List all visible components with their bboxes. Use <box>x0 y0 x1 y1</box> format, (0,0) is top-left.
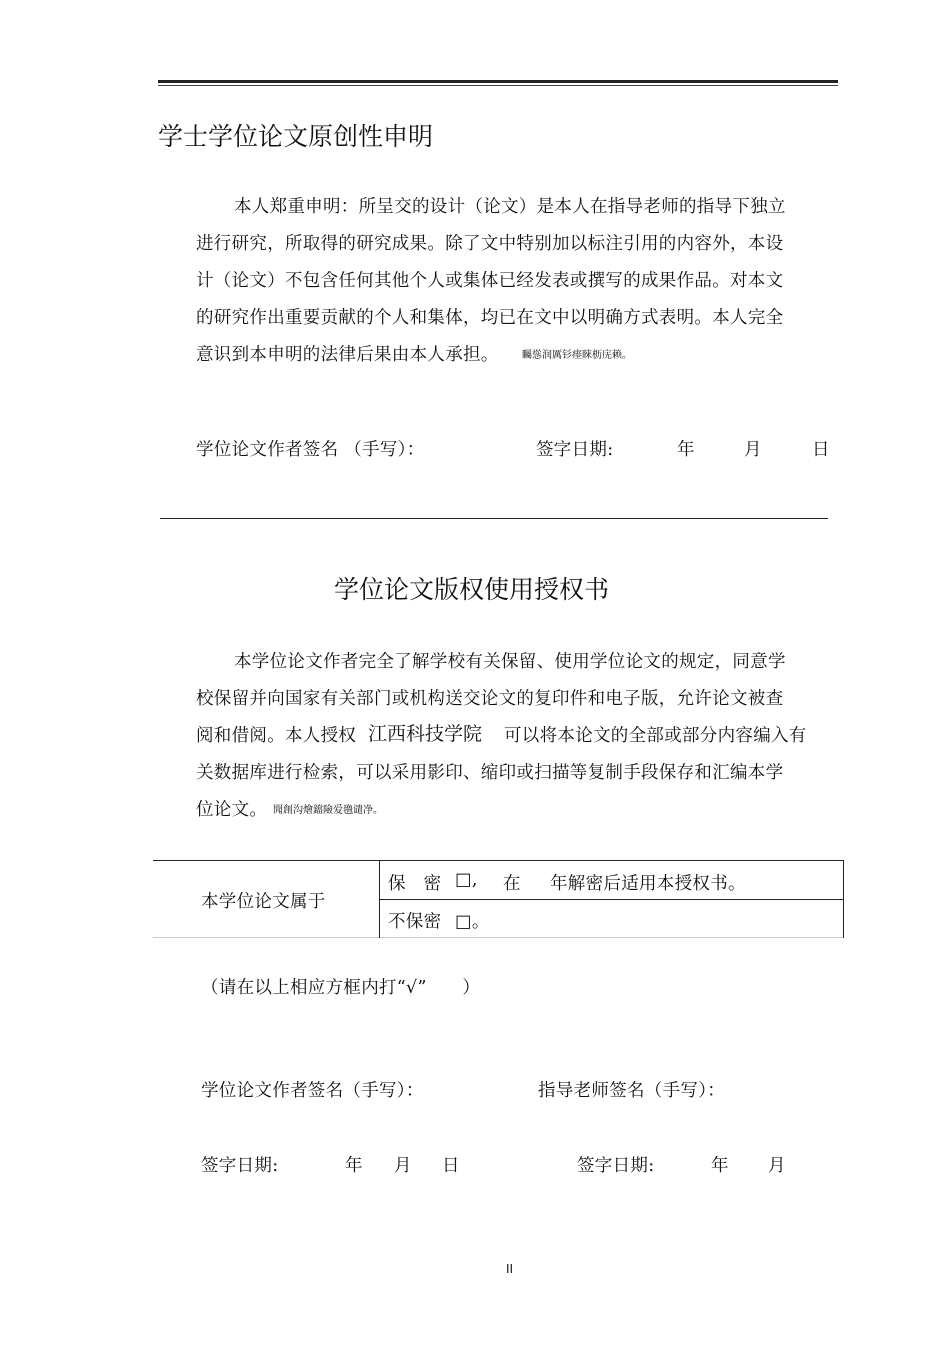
authorization-garbled-note: 聞創沟燴鐺險爱氇谴净。 <box>273 805 383 816</box>
declaration-month: 月 <box>744 440 762 460</box>
declaration-line-2: 进行研究，所取得的研究成果。除了文中特别加以标注引用的内容外，本设 <box>196 234 784 254</box>
page-number: II <box>506 1262 514 1276</box>
advisor-signature-label[interactable]: 指导老师签名（手写）： <box>538 1081 726 1101</box>
date-month-left: 月 <box>394 1156 412 1176</box>
date-year-right: 年 <box>711 1156 729 1176</box>
declaration-year: 年 <box>677 440 695 460</box>
table-declassify-text: 年解密后适用本授权书。 <box>550 874 746 894</box>
table-top-border <box>153 860 844 861</box>
date-label-left: 签字日期: <box>201 1156 279 1176</box>
authorization-line-4: 关数据库进行检索，可以采用影印、缩印或扫描等复制手段保存和汇编本学 <box>196 763 784 783</box>
check-instruction: （请在以上相应方框内打“√” ） <box>201 978 481 998</box>
section-divider <box>160 518 828 519</box>
declaration-line-4: 的研究作出重要贡献的个人和集体，均已在文中以明确方式表明。本人完全 <box>196 308 784 328</box>
secret-checkbox[interactable]: □, <box>455 870 478 890</box>
header-rule-thick <box>158 80 838 83</box>
declaration-line-1: 本人郑重申明：所呈交的设计（论文）是本人在指导老师的指导下独立 <box>234 197 786 217</box>
table-bottom-border <box>153 937 844 938</box>
authorization-institution: 江西科技学院 <box>368 723 483 745</box>
header-rule-thin <box>158 85 838 86</box>
authorization-line-2: 校保留并向国家有关部门或机构送交论文的复印件和电子版，允许论文被查 <box>196 689 784 709</box>
table-right-border <box>843 860 844 938</box>
declaration-garbled-note: 矚慫润厲钐瘗睞枥庑赖。 <box>522 350 632 361</box>
date-year-left: 年 <box>345 1156 363 1176</box>
table-not-secret-label: 不保密 <box>388 912 442 932</box>
declaration-line-3: 计（论文）不包含任何其他个人或集体已经发表或撰写的成果作品。对本文 <box>196 271 784 291</box>
table-column-divider <box>379 860 380 938</box>
date-day-left: 日 <box>442 1156 460 1176</box>
authorization-line-1: 本学位论文作者完全了解学校有关保留、使用学位论文的规定，同意学 <box>234 652 786 672</box>
table-in-label: 在 <box>503 874 521 894</box>
authorization-title: 学位论文版权使用授权书 <box>334 575 610 604</box>
authorization-line-5: 位论文。 <box>196 800 268 820</box>
table-secret-label: 保 密 <box>388 874 442 894</box>
authorization-line-3b: 可以将本论文的全部或部分内容编入有 <box>504 726 807 746</box>
declaration-line-5: 意识到本申明的法律后果由本人承担。 <box>196 345 499 365</box>
date-month-right: 月 <box>768 1156 786 1176</box>
table-left-label: 本学位论文属于 <box>201 892 326 912</box>
date-label-right: 签字日期: <box>577 1156 655 1176</box>
declaration-signature-label[interactable]: 学位论文作者签名 （手写）： <box>196 440 425 460</box>
author-signature-label[interactable]: 学位论文作者签名（手写）： <box>201 1081 424 1101</box>
table-row-divider <box>379 899 844 900</box>
authorization-line-3a: 阅和借阅。本人授权 <box>196 726 357 746</box>
declaration-day: 日 <box>812 440 830 460</box>
declaration-date-label: 签字日期: <box>536 440 614 460</box>
not-secret-checkbox[interactable]: □。 <box>455 912 490 932</box>
declaration-title: 学士学位论文原创性申明 <box>158 122 434 151</box>
